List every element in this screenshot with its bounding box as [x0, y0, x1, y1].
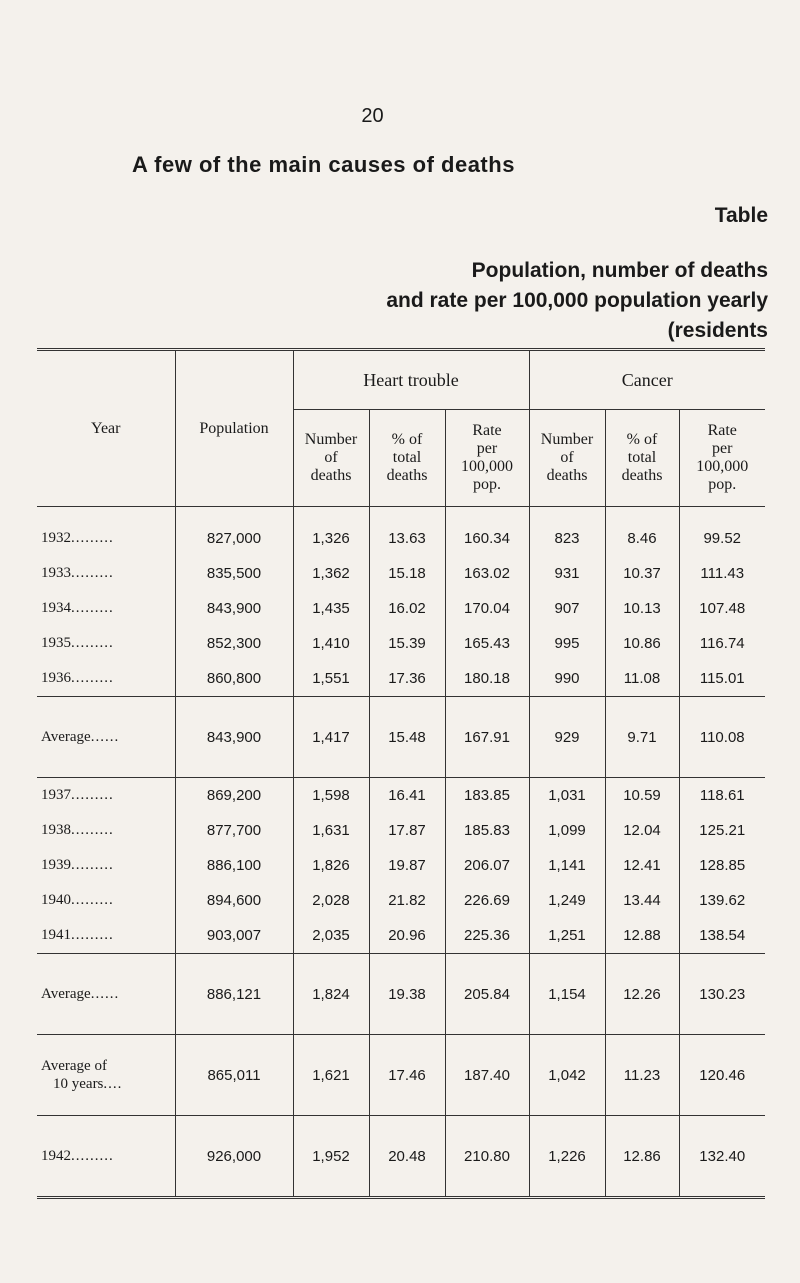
leader-dots: ...... — [90, 985, 120, 1002]
cell-year — [37, 1116, 175, 1198]
cell-h-num: 1,551 — [293, 661, 369, 697]
leader-dots: ......... — [71, 565, 114, 581]
header-line: per — [712, 440, 733, 457]
cell-population: 894,600 — [175, 883, 293, 918]
deaths-table-container — [37, 348, 765, 1199]
table-row — [37, 626, 765, 661]
cell-h-pct: 20.96 — [369, 918, 445, 954]
leader-dots: ......... — [71, 892, 114, 908]
header-line: Rate — [472, 422, 502, 439]
cell-c-rate: 115.01 — [679, 661, 765, 697]
header-line: % of — [626, 431, 658, 448]
cell-c-pct: 9.71 — [605, 697, 679, 778]
cell-c-num: 1,141 — [529, 848, 605, 883]
cell-population: 926,000 — [175, 1116, 293, 1198]
cell-population: 886,100 — [175, 848, 293, 883]
year-label: 1933 — [41, 565, 71, 581]
cell-c-pct: 10.37 — [605, 556, 679, 591]
caption-line: (residents — [667, 319, 768, 342]
leader-dots: ......... — [71, 822, 114, 838]
cell-c-num: 929 — [529, 697, 605, 778]
cell-c-rate: 111.43 — [700, 565, 745, 582]
table-row — [37, 813, 765, 848]
cell-h-rate: 163.02 — [445, 556, 529, 591]
cell-h-num: 1,362 — [293, 556, 369, 591]
table-label: Table — [714, 204, 768, 227]
cell-c-rate: 139.62 — [699, 892, 746, 909]
table-row — [37, 778, 765, 814]
cell-h-rate: 226.69 — [445, 883, 529, 918]
table-row — [37, 697, 765, 778]
cell-year — [37, 556, 175, 591]
cell-c-num: 1,251 — [529, 918, 605, 954]
cell-h-rate: 187.40 — [445, 1035, 529, 1116]
cell-c-num: 823 — [529, 507, 605, 557]
cell-c-rate: 138.54 — [679, 918, 765, 954]
cell-c-pct: 12.86 — [605, 1116, 679, 1198]
cell-c-num: 990 — [529, 661, 605, 697]
cell-h-num: 2,035 — [293, 918, 369, 954]
cell-year — [37, 848, 175, 883]
cell-h-rate: 206.07 — [445, 848, 529, 883]
group-header-cancer: Cancer — [621, 369, 673, 390]
header-line: per — [476, 440, 498, 457]
cell-population: 886,121 — [175, 954, 293, 1035]
cell-year — [37, 697, 175, 778]
cell-c-rate: 118.61 — [699, 787, 745, 804]
cell-h-pct: 17.46 — [369, 1035, 445, 1116]
cell-h-pct: 15.48 — [369, 697, 445, 778]
cell-c-pct: 13.44 — [605, 883, 679, 918]
leader-dots: ......... — [71, 635, 114, 651]
cell-h-pct: 17.87 — [369, 813, 445, 848]
cell-h-pct: 16.02 — [369, 591, 445, 626]
cell-h-rate: 183.85 — [445, 778, 529, 814]
deaths-table — [37, 348, 765, 1199]
cell-c-pct: 12.41 — [605, 848, 679, 883]
table-row — [37, 661, 765, 697]
year-label: 1934 — [41, 600, 71, 616]
page-number: 20 — [361, 105, 384, 127]
cell-h-num: 1,631 — [293, 813, 369, 848]
leader-dots: ......... — [71, 670, 114, 686]
cell-c-pct: 12.88 — [605, 918, 679, 954]
leader-dots: .... — [103, 1076, 123, 1092]
cell-h-num: 1,621 — [293, 1035, 369, 1116]
cell-c-num: 1,249 — [529, 883, 605, 918]
leader-dots: ......... — [71, 787, 114, 803]
cell-population: 877,700 — [175, 813, 293, 848]
cell-c-num: 1,154 — [529, 954, 605, 1035]
year-label: 1939 — [41, 857, 71, 873]
cell-h-num: 1,435 — [293, 591, 369, 626]
cell-h-rate: 165.43 — [445, 626, 529, 661]
table-row — [37, 1116, 765, 1198]
cell-h-pct: 13.63 — [369, 507, 445, 557]
leader-dots: ......... — [71, 530, 114, 546]
cell-year — [37, 1035, 175, 1116]
header-line: 100,000 — [461, 458, 513, 475]
cell-population: 903,007 — [175, 918, 293, 954]
header-line: of — [324, 449, 338, 466]
cell-h-num: 1,598 — [293, 778, 369, 814]
year-label-line2: 10 years — [53, 1076, 104, 1092]
cell-h-pct: 17.36 — [369, 661, 445, 697]
cell-c-rate: 99.52 — [703, 530, 742, 547]
cell-c-pct: 10.59 — [605, 778, 679, 814]
cell-c-rate: 128.85 — [699, 857, 746, 874]
cell-h-pct: 19.87 — [369, 848, 445, 883]
year-label: 1932 — [41, 530, 71, 546]
cell-h-pct: 15.18 — [369, 556, 445, 591]
cell-h-num: 1,417 — [293, 697, 369, 778]
table-row — [37, 507, 765, 557]
cell-h-rate: 160.34 — [445, 507, 529, 557]
year-label: 1938 — [41, 822, 71, 838]
column-header-year: Year — [37, 350, 175, 507]
cell-h-num: 1,410 — [293, 626, 369, 661]
cell-c-rate: 125.21 — [699, 822, 746, 839]
cell-c-pct: 10.86 — [605, 626, 679, 661]
header-line: of — [560, 449, 574, 466]
table-caption — [288, 256, 768, 346]
cell-c-pct: 12.26 — [605, 954, 679, 1035]
caption-line: and rate per 100,000 population yearly — [386, 289, 768, 312]
leader-dots: ...... — [90, 728, 120, 745]
cell-c-num: 1,099 — [529, 813, 605, 848]
cell-h-pct: 16.41 — [369, 778, 445, 814]
cell-year — [37, 954, 175, 1035]
column-header-cancer-number — [529, 410, 605, 507]
table-row — [37, 556, 765, 591]
cell-c-pct: 11.08 — [605, 661, 679, 697]
cell-population: 869,200 — [175, 778, 293, 814]
cell-c-num: 1,031 — [529, 778, 605, 814]
header-line: Number — [540, 431, 594, 448]
header-line: deaths — [386, 467, 428, 484]
cell-c-rate: 132.40 — [699, 1147, 746, 1165]
leader-dots: ......... — [71, 1147, 114, 1164]
table-row — [37, 591, 765, 626]
table-row — [37, 848, 765, 883]
cell-c-num: 995 — [529, 626, 605, 661]
cell-c-rate: 116.74 — [699, 635, 745, 652]
year-label: Average — [41, 985, 91, 1002]
group-header-heart-trouble: Heart trouble — [293, 350, 529, 410]
year-label: 1941 — [41, 927, 71, 943]
cell-h-rate: 225.36 — [445, 918, 529, 954]
cell-h-pct: 19.38 — [369, 954, 445, 1035]
cell-c-rate: 110.08 — [679, 697, 765, 778]
cell-h-rate: 170.04 — [445, 591, 529, 626]
cell-c-num: 1,226 — [529, 1116, 605, 1198]
column-header-heart-rate — [445, 410, 529, 507]
cell-c-pct: 8.46 — [605, 507, 679, 557]
cell-population: 852,300 — [175, 626, 293, 661]
cell-population: 860,800 — [175, 661, 293, 697]
cell-year — [37, 661, 175, 697]
cell-h-rate: 205.84 — [445, 954, 529, 1035]
year-label: 1942 — [41, 1147, 71, 1164]
cell-h-num: 2,028 — [293, 883, 369, 918]
cell-year — [37, 507, 175, 557]
header-line: pop. — [473, 476, 501, 493]
table-row — [37, 954, 765, 1035]
header-line: Number — [304, 431, 358, 448]
cell-year — [37, 626, 175, 661]
cell-h-rate: 180.18 — [445, 661, 529, 697]
cell-h-num: 1,824 — [293, 954, 369, 1035]
cell-year — [37, 813, 175, 848]
header-line: deaths — [546, 467, 588, 484]
cell-c-num: 1,042 — [529, 1035, 605, 1116]
column-header-population: Population — [175, 350, 293, 507]
cell-population: 865,011 — [175, 1035, 293, 1116]
cell-h-num: 1,826 — [293, 848, 369, 883]
column-header-heart-pct — [369, 410, 445, 507]
cell-c-rate: 107.48 — [699, 600, 746, 617]
leader-dots: ......... — [71, 600, 114, 616]
year-label: 1937 — [41, 787, 71, 803]
cell-year — [37, 591, 175, 626]
table-body — [37, 507, 765, 1198]
header-line: % of — [391, 431, 423, 448]
year-label: Average — [41, 728, 91, 745]
cell-population: 835,500 — [175, 556, 293, 591]
header-line: total — [392, 449, 422, 466]
cell-population: 843,900 — [175, 591, 293, 626]
cell-population: 843,900 — [175, 697, 293, 778]
cell-c-pct: 11.23 — [605, 1035, 679, 1116]
year-label: 1935 — [41, 635, 71, 651]
header-line: total — [627, 449, 657, 466]
leader-dots: ......... — [71, 857, 114, 873]
column-header-cancer-pct — [605, 410, 679, 507]
cell-year — [37, 883, 175, 918]
cell-c-rate: 120.46 — [679, 1035, 765, 1116]
cell-h-pct: 21.82 — [369, 883, 445, 918]
table-row — [37, 918, 765, 954]
cell-h-rate: 210.80 — [445, 1116, 529, 1198]
leader-dots: ......... — [71, 927, 114, 943]
year-label: 1940 — [41, 892, 71, 908]
cell-h-num: 1,326 — [293, 507, 369, 557]
header-line: deaths — [310, 467, 352, 484]
cell-c-pct: 12.04 — [605, 813, 679, 848]
cell-h-num: 1,952 — [293, 1116, 369, 1198]
year-label: Average of — [41, 1058, 107, 1074]
header-line: deaths — [621, 467, 663, 484]
header-line: 100,000 — [696, 458, 749, 475]
cell-c-rate: 130.23 — [679, 954, 765, 1035]
cell-c-pct: 10.13 — [605, 591, 679, 626]
table-row — [37, 883, 765, 918]
column-header-cancer-rate — [679, 410, 765, 507]
cell-c-num: 931 — [529, 556, 605, 591]
year-label: 1936 — [41, 670, 71, 686]
header-line: pop. — [708, 476, 737, 493]
page-heading: A few of the main causes of deaths — [132, 152, 515, 177]
cell-h-pct: 20.48 — [369, 1116, 445, 1198]
cell-population: 827,000 — [175, 507, 293, 557]
cell-year — [37, 918, 175, 954]
column-header-heart-number — [293, 410, 369, 507]
cell-c-num: 907 — [529, 591, 605, 626]
header-line: Rate — [707, 422, 737, 439]
cell-h-pct: 15.39 — [369, 626, 445, 661]
table-row — [37, 1035, 765, 1116]
cell-h-rate: 185.83 — [445, 813, 529, 848]
caption-line: Population, number of deaths — [471, 259, 768, 282]
cell-year — [37, 778, 175, 814]
cell-h-rate: 167.91 — [445, 697, 529, 778]
